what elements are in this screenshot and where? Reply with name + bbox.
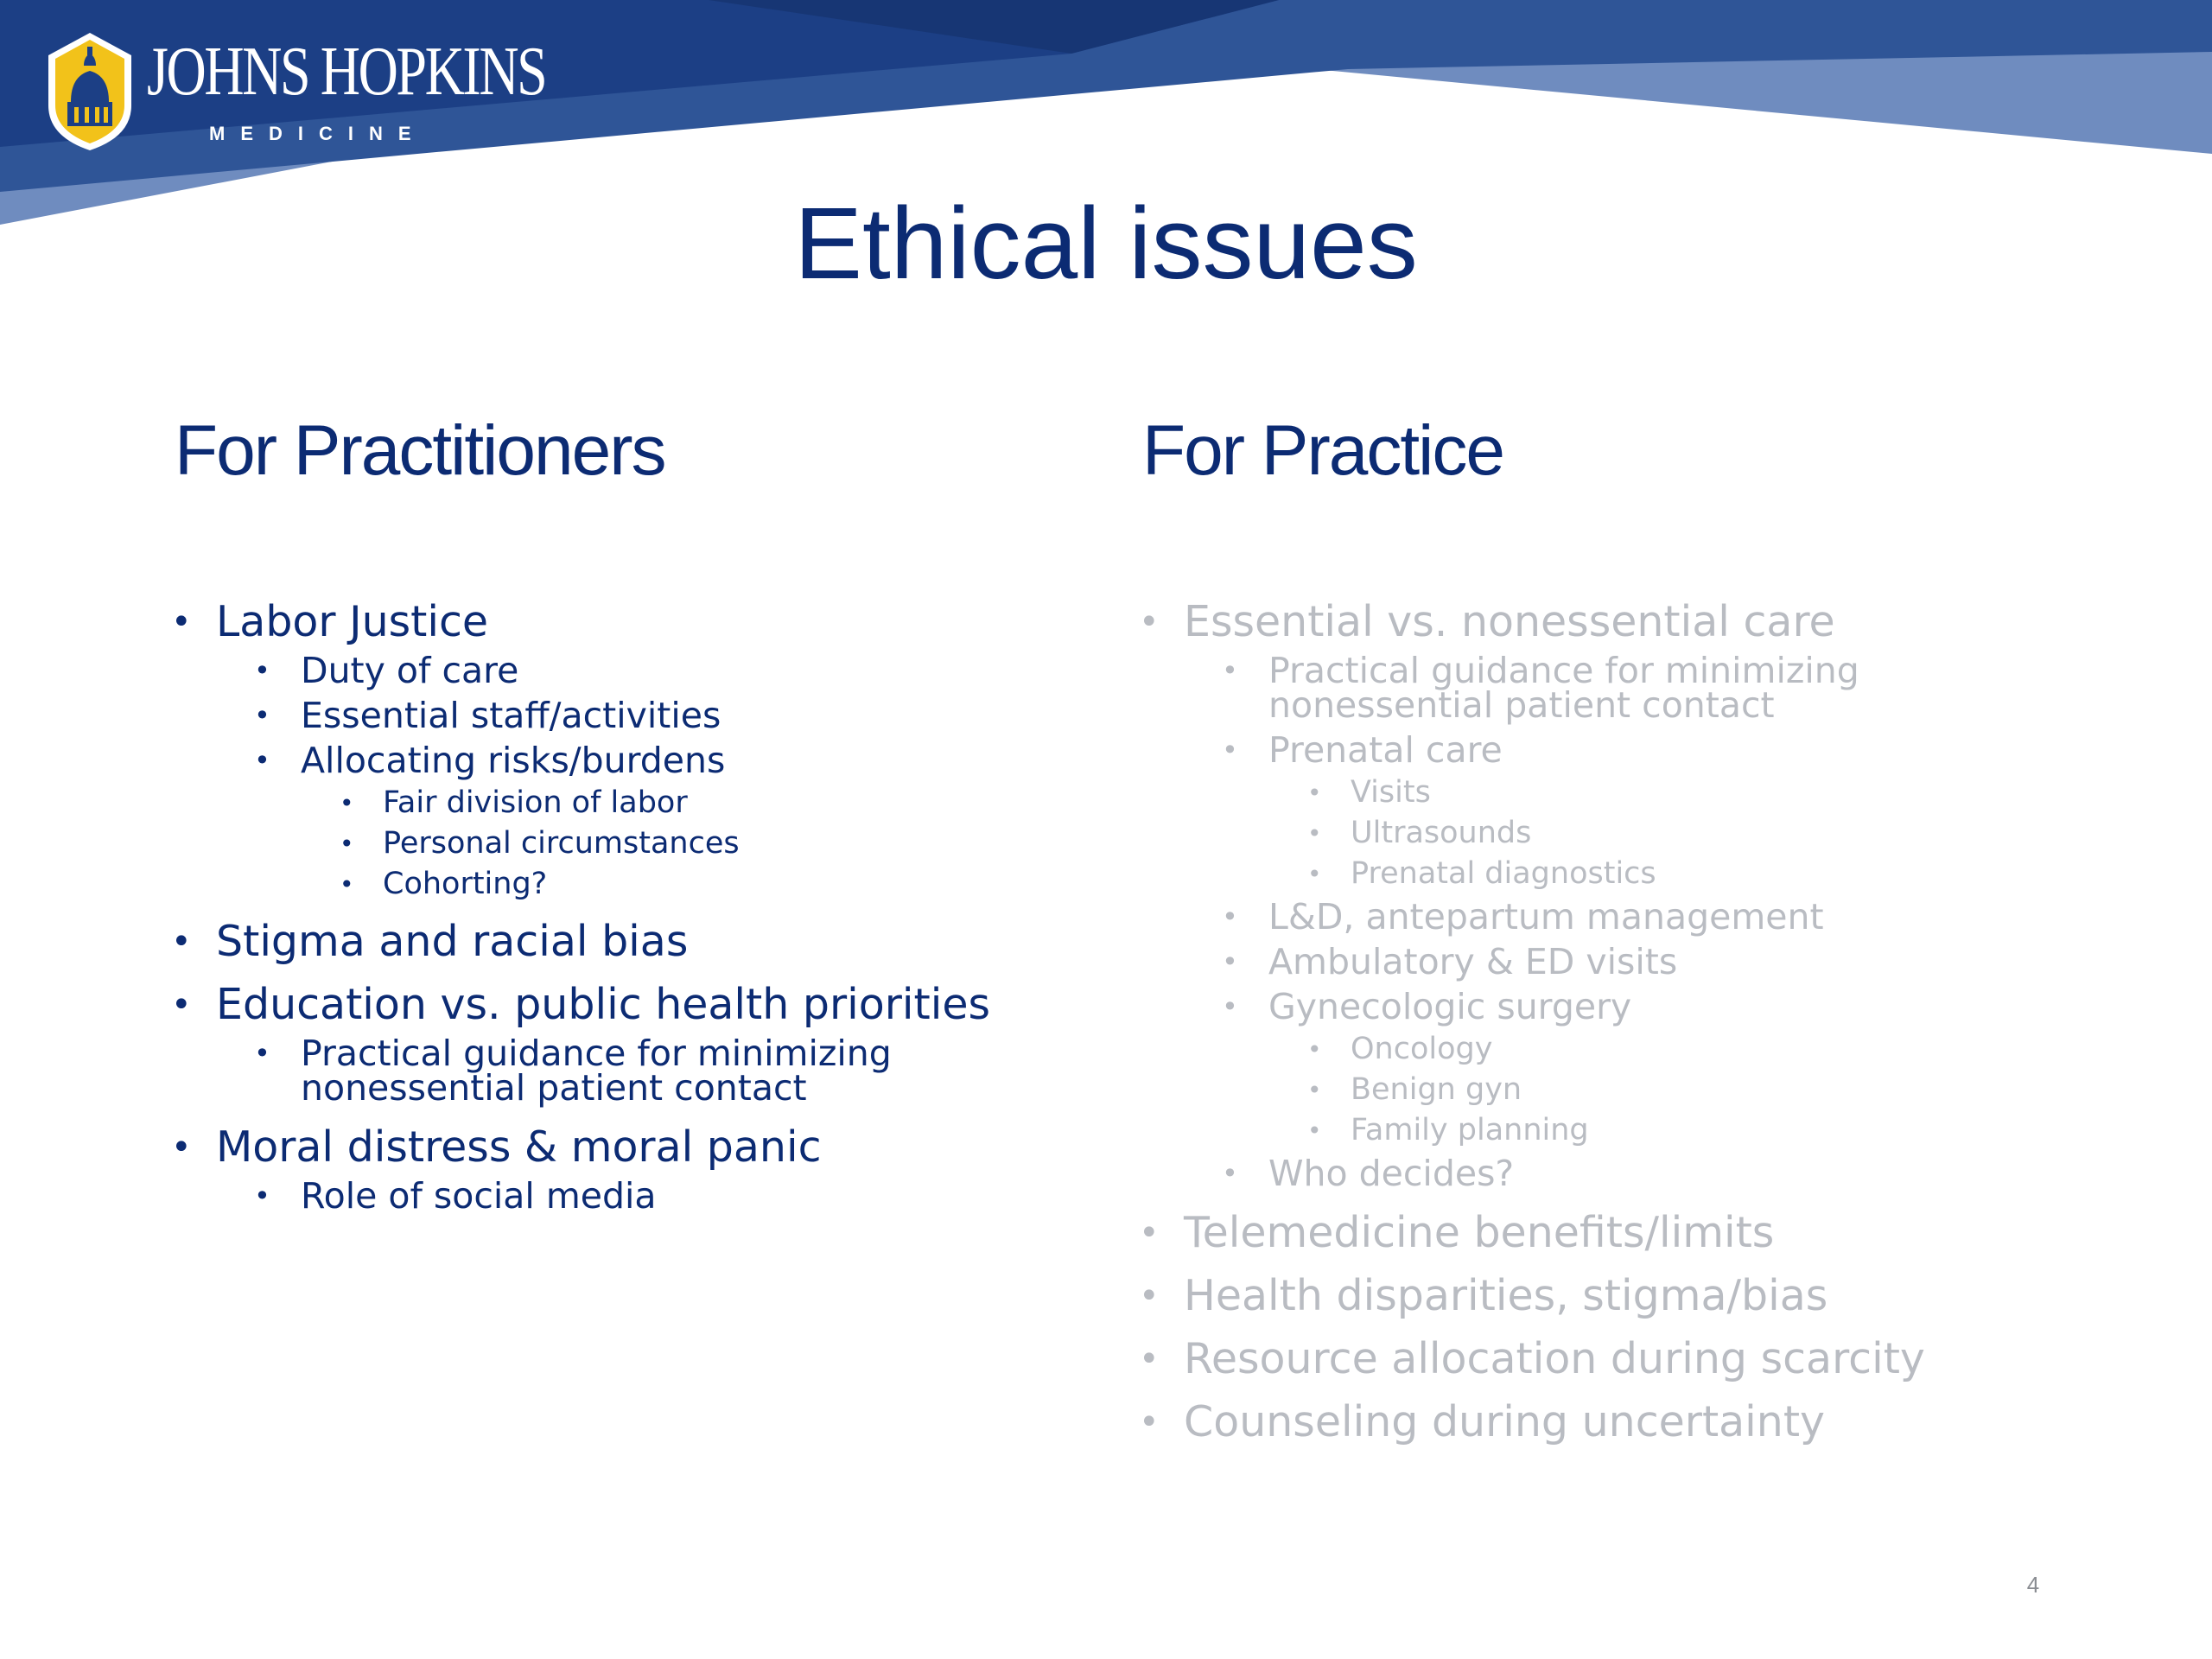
bullet-text: Telemedicine benefits/limits (1184, 1208, 1775, 1257)
bullet-item (1139, 1270, 2176, 1322)
bullet-marker: • (1139, 1339, 1160, 1379)
bullet-marker: • (1139, 1402, 1160, 1442)
sub-sub-bullet-item (1139, 813, 2176, 854)
bullet-text: Labor Justice (216, 597, 489, 646)
bullet-text: Fair division of labor (383, 785, 688, 820)
johns-hopkins-logo (41, 28, 546, 157)
bullet-text: Cohorting? (383, 867, 548, 901)
sub-bullet-item (1139, 728, 2176, 772)
bullet-text: Ambulatory & ED visits (1268, 941, 1678, 982)
sub-bullet-item (171, 1173, 1070, 1218)
bullet-text: Family planning (1351, 1113, 1589, 1147)
sub-bullet-item (171, 738, 1070, 783)
bullet-marker: • (1307, 860, 1322, 888)
bullet-marker: • (1139, 602, 1160, 642)
bullet-text-line-2: nonessential patient contact (301, 1067, 807, 1109)
bullet-text: Health disparities, stigma/bias (1184, 1271, 1828, 1320)
bullet-text: L&D, antepartum management (1268, 896, 1824, 938)
logo-wordmark: JOHNS HOPKINS (147, 34, 546, 110)
bullet-text: Who decides? (1268, 1153, 1515, 1194)
sub-sub-bullet-item (171, 823, 1070, 864)
bullet-text-line-1: Practical guidance for minimizing (301, 1033, 892, 1074)
practitioners-bullet-list (171, 596, 1070, 1218)
bullet-item (171, 916, 1070, 968)
bullet-text: Counseling during uncertainty (1184, 1397, 1826, 1446)
practice-bullet-list (1139, 596, 2176, 1448)
bullet-text: Resource allocation during scarcity (1184, 1334, 1925, 1383)
bullet-marker: • (171, 922, 192, 962)
bullet-text: Duty of care (301, 650, 519, 691)
sub-bullet-item (171, 693, 1070, 738)
bullet-item (1139, 1333, 2176, 1385)
bullet-text: Prenatal care (1268, 729, 1503, 771)
bullet-marker: • (1139, 1213, 1160, 1253)
bullet-marker: • (254, 654, 270, 687)
sub-sub-bullet-item (1139, 1110, 2176, 1151)
bullet-item (1139, 1207, 2176, 1259)
bullet-marker: • (340, 789, 354, 817)
bullet-text: Education vs. public health priorities (216, 980, 990, 1029)
bullet-text: Oncology (1351, 1032, 1493, 1066)
bullet-marker: • (1222, 945, 1238, 978)
bullet-marker: • (1307, 1035, 1322, 1064)
slide-title: Ethical issues (794, 187, 1418, 301)
bullet-marker: • (340, 870, 354, 899)
bullet-marker: • (254, 699, 270, 732)
bullet-text-line-1: Practical guidance for minimizing (1268, 650, 1859, 691)
bullet-marker: • (171, 985, 192, 1025)
bullet-marker: • (1307, 779, 1322, 807)
bullet-text: Personal circumstances (383, 826, 740, 861)
bullet-marker: • (171, 1128, 192, 1167)
sub-bullet-item (1139, 894, 2176, 939)
bullet-text: Gynecologic surgery (1268, 986, 1632, 1027)
bullet-marker: • (254, 744, 270, 777)
sub-bullet-item (171, 1031, 1070, 1110)
dome-shield-icon (41, 31, 138, 152)
bullet-text: Essential vs. nonessential care (1184, 597, 1835, 646)
sub-sub-bullet-item (1139, 854, 2176, 894)
bullet-item (171, 1122, 1070, 1173)
bullet-text: Stigma and racial bias (216, 917, 689, 966)
sub-bullet-item (1139, 939, 2176, 984)
bullet-item (1139, 596, 2176, 648)
bullet-text: Essential staff/activities (301, 695, 721, 736)
sub-bullet-item (1139, 984, 2176, 1029)
sub-bullet-item (171, 648, 1070, 693)
bullet-text: Moral distress & moral panic (216, 1122, 822, 1172)
bullet-marker: • (1222, 1157, 1238, 1190)
sub-sub-bullet-item (171, 783, 1070, 823)
bullet-marker: • (1222, 734, 1238, 766)
bullet-marker: • (1139, 1276, 1160, 1316)
bullet-text-line-2: nonessential patient contact (1268, 684, 1775, 726)
bullet-item (171, 979, 1070, 1031)
sub-sub-bullet-item (1139, 1029, 2176, 1070)
bullet-marker: • (1307, 819, 1322, 848)
bullet-marker: • (1222, 990, 1238, 1023)
bullet-marker: • (1222, 654, 1238, 687)
sub-sub-bullet-item (1139, 1070, 2176, 1110)
bullet-item (1139, 1396, 2176, 1448)
bullet-text: Visits (1351, 775, 1431, 810)
bullet-text: Allocating risks/burdens (301, 740, 726, 781)
bullet-marker: • (254, 1037, 270, 1070)
page-number: 4 (2026, 1572, 2040, 1598)
bullet-text: Prenatal diagnostics (1351, 856, 1656, 891)
right-column-heading: For Practice (1142, 411, 1503, 490)
sub-sub-bullet-item (171, 864, 1070, 905)
logo-subtitle: MEDICINE (209, 123, 427, 144)
left-column-heading: For Practitioners (175, 411, 665, 490)
sub-sub-bullet-item (1139, 772, 2176, 813)
bullet-text: Ultrasounds (1351, 816, 1532, 850)
bullet-marker: • (171, 602, 192, 642)
bullet-marker: • (1307, 1116, 1322, 1145)
bullet-marker: • (1307, 1076, 1322, 1104)
bullet-text: Role of social media (301, 1175, 657, 1217)
bullet-text: Benign gyn (1351, 1072, 1522, 1107)
bullet-marker: • (1222, 900, 1238, 933)
sub-bullet-item (1139, 648, 2176, 728)
bullet-item (171, 596, 1070, 648)
bullet-marker: • (254, 1179, 270, 1212)
sub-bullet-item (1139, 1151, 2176, 1196)
bullet-marker: • (340, 830, 354, 858)
